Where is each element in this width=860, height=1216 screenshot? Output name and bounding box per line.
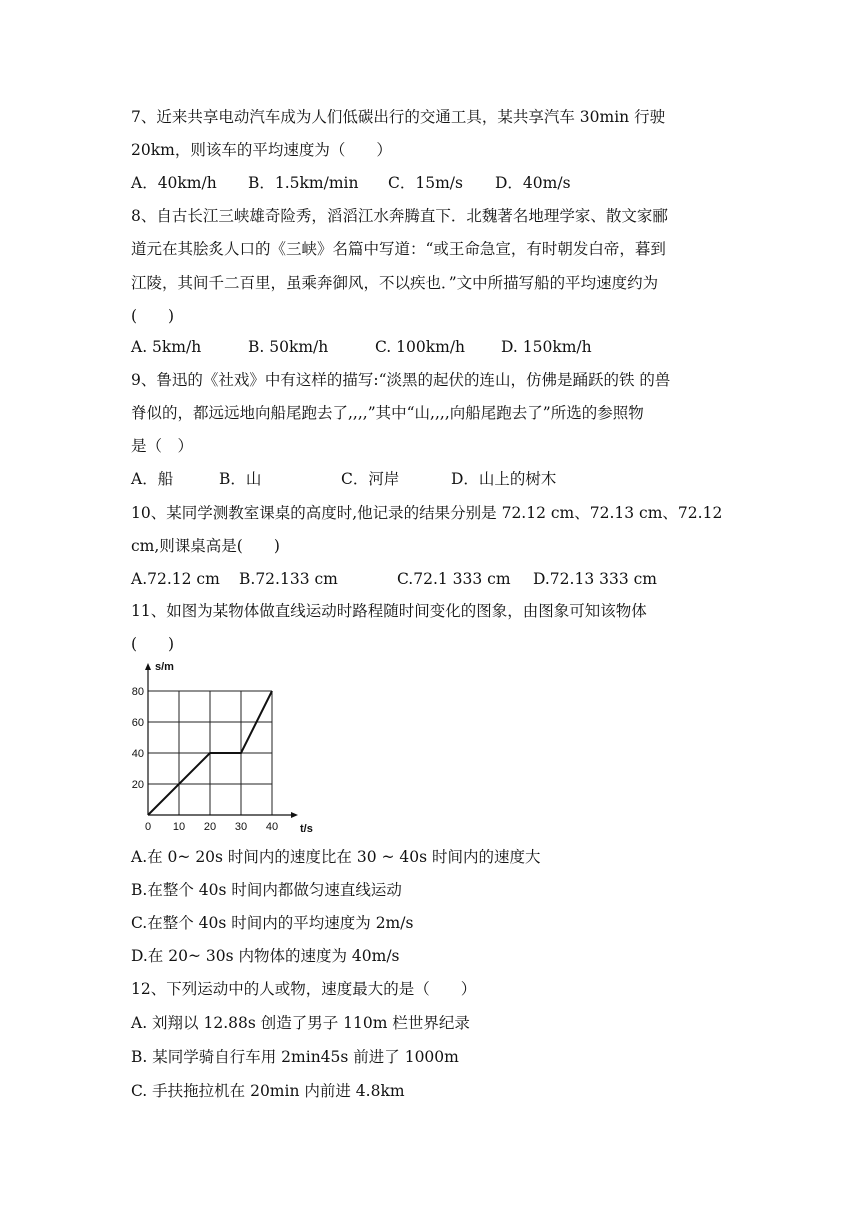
- q10-option-d: D.72.13 333 cm: [533, 570, 657, 588]
- graph-svg: [128, 660, 328, 836]
- x-axis-label: t/s: [300, 823, 313, 835]
- q8-option-a: A. 5km/h: [131, 338, 202, 356]
- q9-stem-line1: 9、鲁迅的《社戏》中有这样的描写:“淡黑的起伏的连山，仿佛是踊跃的铁 的兽: [131, 371, 671, 389]
- q7-option-c: C．15m/s: [388, 174, 463, 192]
- q8-stem-line1: 8、自古长江三峡雄奇险秀，滔滔江水奔腾直下．北魏著名地理学家、散文家郦: [131, 207, 668, 225]
- x-tick-label: 0: [144, 821, 152, 833]
- q8-stem-line4: ( ): [131, 307, 175, 325]
- x-axis-arrow: [291, 812, 298, 818]
- q10-option-c: C.72.1 333 cm: [397, 570, 511, 588]
- q9-option-a: A．船: [131, 470, 174, 488]
- q11-option-b: B.在整个 40s 时间内都做匀速直线运动: [131, 881, 402, 899]
- x-tick-label: 40: [265, 821, 279, 833]
- x-tick-label: 30: [234, 821, 248, 833]
- q12-option-a: A. 刘翔以 12.88s 创造了男子 110m 栏世界纪录: [131, 1014, 470, 1032]
- y-axis-arrow: [145, 663, 151, 670]
- distance-time-graph: [128, 660, 328, 836]
- q9-option-b: B．山: [219, 470, 262, 488]
- q11-stem-line1: 11、如图为某物体做直线运动时路程随时间变化的图象，由图象可知该物体: [131, 602, 647, 620]
- q8-option-c: C. 100km/h: [375, 338, 466, 356]
- y-tick-label: 60: [131, 717, 144, 729]
- x-tick-label: 10: [172, 821, 186, 833]
- q7-option-d: D．40m/s: [495, 174, 571, 192]
- graph-tick-labels: [132, 686, 278, 833]
- q12-stem-line1: 12、下列运动中的人或物，速度最大的是（ ）: [131, 980, 477, 998]
- q11-stem-line2: ( ): [131, 635, 175, 653]
- q7-option-a: A．40km/h: [131, 174, 217, 192]
- q9-stem-line3: 是（ ）: [131, 437, 194, 455]
- q10-option-b: B.72.133 cm: [239, 570, 338, 588]
- q12-option-c: C. 手扶拖拉机在 20min 内前进 4.8km: [131, 1082, 405, 1100]
- q9-stem-line2: 脊似的，都远远地向船尾跑去了,,,,”其中“山,,,,向船尾跑去了”所选的参照物: [131, 404, 644, 422]
- q10-option-a: A.72.12 cm: [131, 570, 220, 588]
- y-tick-label: 80: [131, 686, 144, 698]
- y-tick-label: 40: [131, 748, 144, 760]
- q11-option-c: C.在整个 40s 时间内的平均速度为 2m/s: [131, 914, 414, 932]
- q7-option-b: B．1.5km/min: [248, 174, 359, 192]
- q12-option-b: B. 某同学骑自行车用 2min45s 前进了 1000m: [131, 1048, 459, 1066]
- q10-stem-line2: cm,则课桌高是( ): [131, 537, 280, 555]
- q9-option-c: C．河岸: [341, 470, 400, 488]
- x-tick-label: 20: [203, 821, 217, 833]
- q8-stem-line2: 道元在其脍炙人口的《三峡》名篇中写道：“或王命急宣，有时朝发白帝，暮到: [131, 240, 666, 258]
- q9-option-d: D．山上的树木: [451, 470, 557, 488]
- q11-option-d: D.在 20~ 30s 内物体的速度为 40m/s: [131, 947, 400, 965]
- q8-stem-line3: 江陵，其间千二百里，虽乘奔御风，不以疾也．”文中所描写船的平均速度约为: [131, 274, 659, 292]
- q8-option-d: D. 150km/h: [501, 338, 592, 356]
- q7-stem-line1: 7、近来共享电动汽车成为人们低碳出行的交通工具，某共享汽车 30min 行驶: [131, 108, 666, 126]
- y-axis-label: s/m: [155, 661, 174, 673]
- q11-option-a: A.在 0~ 20s 时间内的速度比在 30 ~ 40s 时间内的速度大: [131, 848, 541, 866]
- q7-stem-line2: 20km，则该车的平均速度为（ ）: [131, 141, 392, 159]
- q8-option-b: B. 50km/h: [248, 338, 329, 356]
- q10-stem-line1: 10、某同学测教室课桌的高度时,他记录的结果分别是 72.12 cm、72.13 cm、72.12: [131, 504, 723, 522]
- y-tick-label: 20: [131, 779, 144, 791]
